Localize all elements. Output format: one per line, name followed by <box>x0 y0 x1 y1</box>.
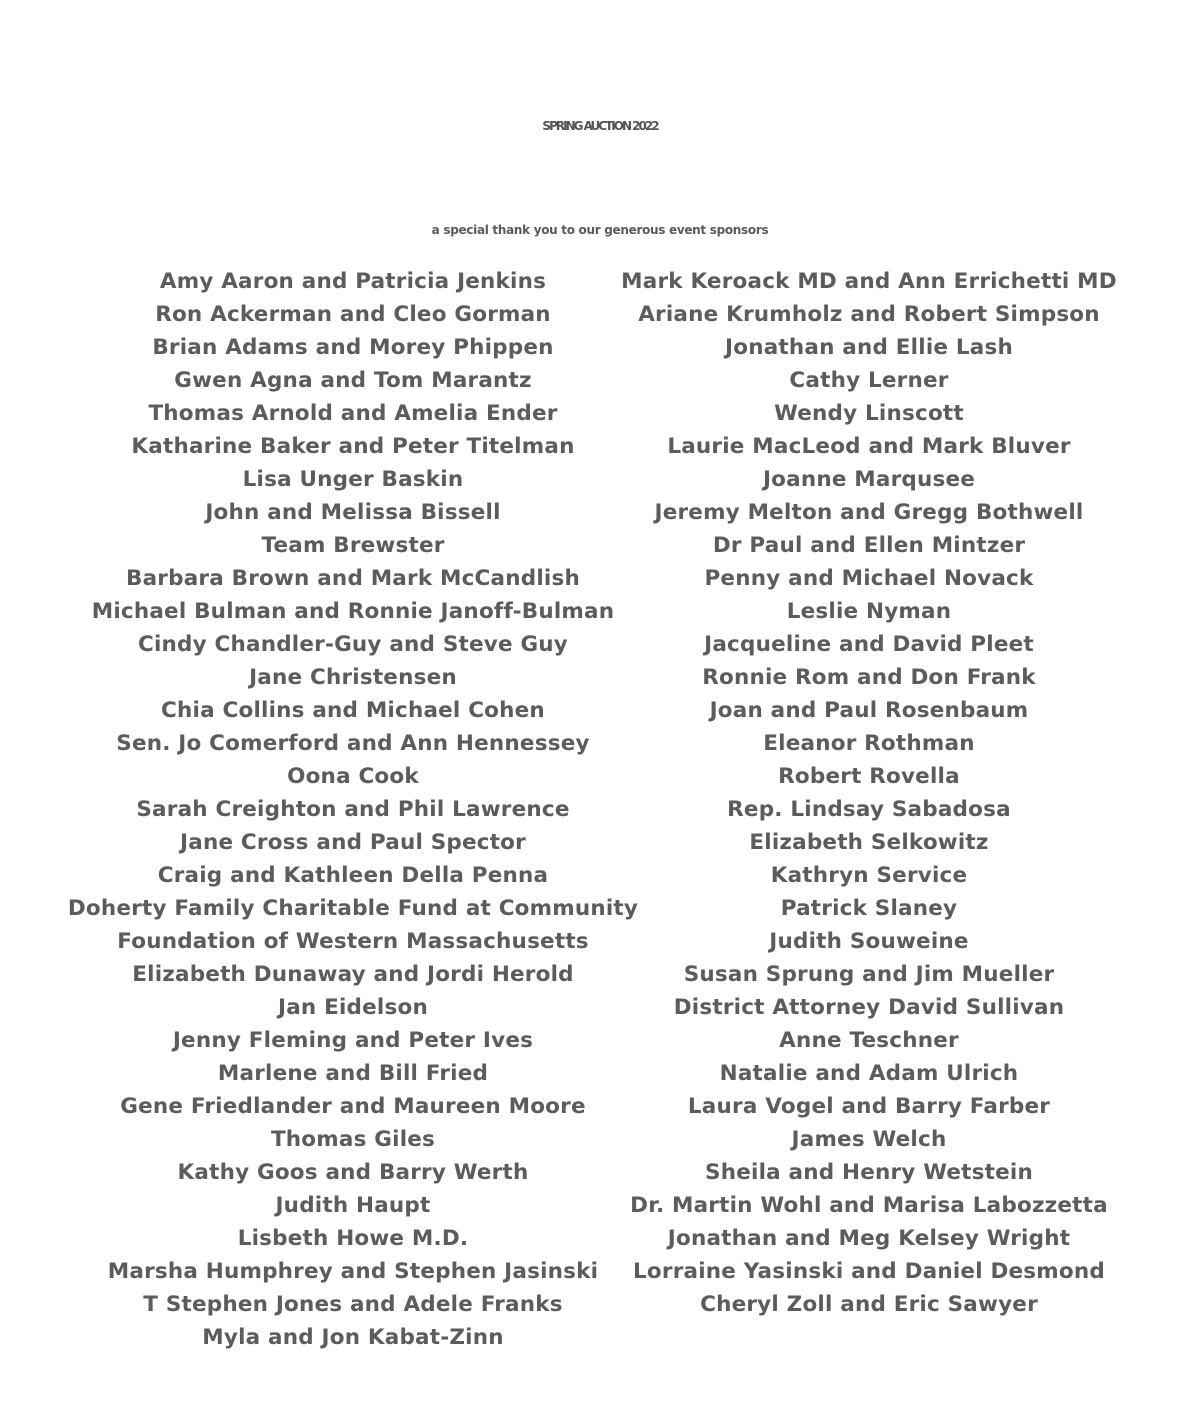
sponsor-name: Kathryn Service <box>770 863 968 888</box>
sponsor-name: Brian Adams and Morey Phippen <box>152 335 554 360</box>
sponsor-name: Doherty Family Charitable Fund at Community <box>67 896 639 921</box>
sponsor-name: Eleanor Rothman <box>763 731 975 756</box>
sponsor-name: Penny and Michael Novack <box>704 566 1034 591</box>
sponsor-name: Robert Rovella <box>778 764 960 789</box>
sponsor-name: Sarah Creighton and Phil Lawrence <box>136 797 570 822</box>
sponsor-name: Natalie and Adam Ulrich <box>719 1061 1019 1086</box>
sponsor-name: Wendy Linscott <box>774 401 964 426</box>
sponsor-name: Jenny Fleming and Peter Ives <box>172 1028 534 1053</box>
sponsor-name: Thomas Arnold and Amelia Ender <box>148 401 558 426</box>
sponsor-name: Foundation of Western Massachusetts <box>117 929 589 954</box>
sponsor-name: Cheryl Zoll and Eric Sawyer <box>700 1292 1038 1317</box>
sponsor-name: Laurie MacLeod and Mark Bluver <box>667 434 1071 459</box>
sponsor-name: Lisa Unger Baskin <box>242 467 464 492</box>
sponsor-name: Cathy Lerner <box>789 368 949 393</box>
sponsor-name: Dr. Martin Wohl and Marisa Labozzetta <box>630 1193 1108 1218</box>
sponsor-name: Ron Ackerman and Cleo Gorman <box>155 302 551 327</box>
sponsor-name: Cindy Chandler-Guy and Steve Guy <box>137 632 569 657</box>
sponsor-name: Marlene and Bill Fried <box>217 1061 489 1086</box>
sponsor-name: Judith Souweine <box>769 929 969 954</box>
sponsor-name: Thomas Giles <box>270 1127 436 1152</box>
sponsor-name: District Attorney David Sullivan <box>673 995 1065 1020</box>
sponsor-name: Craig and Kathleen Della Penna <box>157 863 549 888</box>
sponsor-name: Jane Christensen <box>249 665 457 690</box>
sponsor-name: John and Melissa Bissell <box>205 500 501 525</box>
sponsor-name: Gene Friedlander and Maureen Moore <box>120 1094 586 1119</box>
sponsor-name: Katharine Baker and Peter Titelman <box>131 434 575 459</box>
sponsor-name: Susan Sprung and Jim Mueller <box>683 962 1055 987</box>
sponsor-name: Oona Cook <box>287 764 419 789</box>
sponsor-name: Kathy Goos and Barry Werth <box>177 1160 529 1185</box>
sponsor-name: Jonathan and Meg Kelsey Wright <box>667 1226 1071 1251</box>
sponsor-name: Sheila and Henry Wetstein <box>705 1160 1033 1185</box>
sponsor-name: Ronnie Rom and Don Frank <box>702 665 1036 690</box>
sponsor-name: Elizabeth Selkowitz <box>749 830 989 855</box>
page-subtitle: a special thank you to our generous event sponsors <box>431 223 769 237</box>
sponsor-name: Jacqueline and David Pleet <box>704 632 1034 657</box>
sponsor-name: Jonathan and Ellie Lash <box>725 335 1013 360</box>
sponsor-name: Chia Collins and Michael Cohen <box>161 698 545 723</box>
sponsor-name: Anne Teschner <box>779 1028 959 1053</box>
sponsor-name: T Stephen Jones and Adele Franks <box>143 1292 563 1317</box>
sponsor-list-left <box>45 265 661 1354</box>
sponsor-name: Dr Paul and Ellen Mintzer <box>712 533 1026 558</box>
sponsor-name: Amy Aaron and Patricia Jenkins <box>159 269 547 294</box>
sponsor-name: Gwen Agna and Tom Marantz <box>174 368 532 393</box>
sponsor-name: Barbara Brown and Mark McCandlish <box>126 566 580 591</box>
sponsor-name: Jane Cross and Paul Spector <box>180 830 526 855</box>
sponsor-list-right <box>608 265 1130 1321</box>
sponsor-name: Michael Bulman and Ronnie Janoff-Bulman <box>91 599 615 624</box>
sponsor-name: James Welch <box>791 1127 947 1152</box>
sponsor-name: Leslie Nyman <box>786 599 952 624</box>
sponsor-name: Lisbeth Howe M.D. <box>237 1226 469 1251</box>
sponsor-name: Jeremy Melton and Gregg Bothwell <box>654 500 1084 525</box>
sponsor-name: Ariane Krumholz and Robert Simpson <box>638 302 1100 327</box>
sponsor-name: Judith Haupt <box>275 1193 431 1218</box>
sponsor-name: Marsha Humphrey and Stephen Jasinski <box>107 1259 599 1284</box>
sponsor-name: Mark Keroack MD and Ann Errichetti MD <box>621 269 1117 294</box>
sponsor-name: Laura Vogel and Barry Farber <box>687 1094 1051 1119</box>
sponsor-name: Myla and Jon Kabat-Zinn <box>202 1325 504 1350</box>
sponsor-name: Patrick Slaney <box>780 896 958 921</box>
sponsor-name: Jan Eidelson <box>278 995 428 1020</box>
page-title: SPRING AUCTION 2022 <box>542 119 658 133</box>
sponsor-name: Team Brewster <box>261 533 445 558</box>
sponsor-name: Elizabeth Dunaway and Jordi Herold <box>132 962 574 987</box>
sponsor-name: Lorraine Yasinski and Daniel Desmond <box>633 1259 1105 1284</box>
sponsor-name: Joan and Paul Rosenbaum <box>709 698 1029 723</box>
sponsor-name: Sen. Jo Comerford and Ann Hennessey <box>116 731 590 756</box>
sponsor-name: Joanne Marqusee <box>762 467 976 492</box>
sponsor-name: Rep. Lindsay Sabadosa <box>727 797 1011 822</box>
